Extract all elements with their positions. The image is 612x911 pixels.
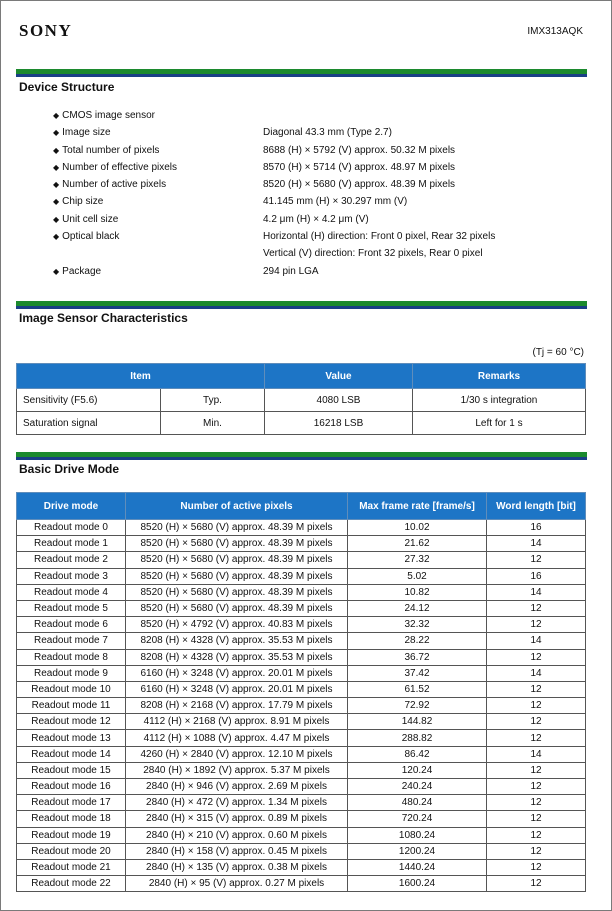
frame-rate-cell: 28.22 — [348, 633, 487, 649]
value-cell: 4080 LSB — [265, 389, 413, 412]
table-row — [17, 843, 586, 859]
frame-rate-cell: 144.82 — [348, 714, 487, 730]
active-pixels-cell: 8208 (H) × 2168 (V) approx. 17.79 M pixels — [126, 698, 348, 714]
item-cell: Saturation signal — [17, 412, 161, 435]
temperature-condition: (Tj = 60 °C) — [532, 347, 584, 358]
value-cell: 16218 LSB — [265, 412, 413, 435]
table-row — [17, 762, 586, 778]
drive-mode-cell: Readout mode 4 — [17, 584, 126, 600]
frame-rate-cell: 86.42 — [348, 746, 487, 762]
table-row — [17, 568, 586, 584]
document-id: IMX313AQK — [527, 26, 583, 37]
active-pixels-cell: 6160 (H) × 3248 (V) approx. 20.01 M pixels — [126, 681, 348, 697]
diamond-bullet-icon: ◆ — [53, 197, 60, 207]
spec-row — [53, 245, 573, 262]
item-cell: Sensitivity (F5.6) — [17, 389, 161, 412]
table-row — [17, 617, 586, 633]
table-row — [17, 633, 586, 649]
active-pixels-cell: 2840 (H) × 210 (V) approx. 0.60 M pixels — [126, 827, 348, 843]
drive-mode-cell: Readout mode 14 — [17, 746, 126, 762]
frame-rate-cell: 24.12 — [348, 600, 487, 616]
diamond-bullet-icon: ◆ — [53, 232, 60, 242]
spec-value: 8520 (H) × 5680 (V) approx. 48.39 M pixels — [263, 179, 456, 191]
drive-mode-cell: Readout mode 18 — [17, 811, 126, 827]
word-length-cell: 14 — [487, 584, 586, 600]
drive-mode-cell: Readout mode 15 — [17, 762, 126, 778]
table-row — [17, 584, 586, 600]
active-pixels-cell: 4112 (H) × 1088 (V) approx. 4.47 M pixels — [126, 730, 348, 746]
spec-row — [53, 263, 573, 280]
spec-label — [53, 107, 155, 124]
active-pixels-cell: 4260 (H) × 2840 (V) approx. 12.10 M pixels — [126, 746, 348, 762]
table-row — [17, 811, 586, 827]
spec-label-text: Optical black — [62, 231, 120, 243]
frame-rate-cell: 36.72 — [348, 649, 487, 665]
active-pixels-cell: 8520 (H) × 5680 (V) approx. 48.39 M pixels — [126, 552, 348, 568]
drive-mode-cell: Readout mode 11 — [17, 698, 126, 714]
spec-row — [53, 193, 573, 210]
word-length-cell: 12 — [487, 649, 586, 665]
word-length-cell: 12 — [487, 730, 586, 746]
table-row — [17, 730, 586, 746]
active-pixels-cell: 2840 (H) × 315 (V) approx. 0.89 M pixels — [126, 811, 348, 827]
drive-mode-cell: Readout mode 1 — [17, 536, 126, 552]
table-row — [17, 520, 586, 536]
drive-mode-cell: Readout mode 17 — [17, 795, 126, 811]
header-value: Value — [265, 364, 413, 389]
qualifier-cell: Typ. — [161, 389, 265, 412]
active-pixels-cell: 8520 (H) × 5680 (V) approx. 48.39 M pixels — [126, 584, 348, 600]
frame-rate-cell: 72.92 — [348, 698, 487, 714]
frame-rate-cell: 32.32 — [348, 617, 487, 633]
word-length-cell: 12 — [487, 876, 586, 892]
frame-rate-cell: 61.52 — [348, 681, 487, 697]
table-row — [17, 681, 586, 697]
table-row — [17, 536, 586, 552]
word-length-cell: 12 — [487, 600, 586, 616]
table-row — [17, 746, 586, 762]
frame-rate-cell: 1080.24 — [348, 827, 487, 843]
drive-mode-table — [16, 492, 586, 892]
table-row — [17, 859, 586, 875]
table-row — [17, 600, 586, 616]
active-pixels-cell: 2840 (H) × 95 (V) approx. 0.27 M pixels — [126, 876, 348, 892]
frame-rate-cell: 1440.24 — [348, 859, 487, 875]
spec-value: Horizontal (H) direction: Front 0 pixel, Rear 32 pixels — [263, 231, 496, 243]
frame-rate-cell: 1200.24 — [348, 843, 487, 859]
word-length-cell: 12 — [487, 617, 586, 633]
frame-rate-cell: 480.24 — [348, 795, 487, 811]
header-remarks: Remarks — [413, 364, 586, 389]
header-drive-mode: Drive mode — [17, 493, 126, 520]
drive-mode-cell: Readout mode 22 — [17, 876, 126, 892]
active-pixels-cell: 4112 (H) × 2168 (V) approx. 8.91 M pixels — [126, 714, 348, 730]
word-length-cell: 12 — [487, 762, 586, 778]
active-pixels-cell: 8520 (H) × 5680 (V) approx. 48.39 M pixels — [126, 568, 348, 584]
frame-rate-cell: 240.24 — [348, 779, 487, 795]
drive-mode-cell: Readout mode 9 — [17, 665, 126, 681]
spec-label — [53, 176, 166, 193]
drive-mode-cell: Readout mode 6 — [17, 617, 126, 633]
diamond-bullet-icon: ◆ — [53, 145, 60, 155]
spec-value: 41.145 mm (H) × 30.297 mm (V) — [263, 196, 408, 208]
header-word-length: Word length [bit] — [487, 493, 586, 520]
active-pixels-cell: 2840 (H) × 158 (V) approx. 0.45 M pixels — [126, 843, 348, 859]
active-pixels-cell: 8208 (H) × 4328 (V) approx. 35.53 M pixels — [126, 649, 348, 665]
frame-rate-cell: 21.62 — [348, 536, 487, 552]
diamond-bullet-icon: ◆ — [53, 266, 60, 276]
spec-row — [53, 107, 573, 124]
active-pixels-cell: 8520 (H) × 5680 (V) approx. 48.39 M pixels — [126, 536, 348, 552]
active-pixels-cell: 2840 (H) × 472 (V) approx. 1.34 M pixels — [126, 795, 348, 811]
spec-label-text: Total number of pixels — [62, 144, 160, 156]
section-divider — [16, 301, 587, 309]
spec-value: Vertical (V) direction: Front 32 pixels, Rear 0 pixel — [263, 248, 483, 260]
active-pixels-cell: 2840 (H) × 135 (V) approx. 0.38 M pixels — [126, 859, 348, 875]
word-length-cell: 12 — [487, 698, 586, 714]
drive-mode-heading: Basic Drive Mode — [19, 462, 120, 476]
drive-mode-cell: Readout mode 8 — [17, 649, 126, 665]
header-item: Item — [17, 364, 265, 389]
word-length-cell: 16 — [487, 520, 586, 536]
word-length-cell: 12 — [487, 779, 586, 795]
word-length-cell: 12 — [487, 795, 586, 811]
word-length-cell: 12 — [487, 843, 586, 859]
table-row — [17, 412, 586, 435]
spec-value: 8688 (H) × 5792 (V) approx. 50.32 M pixels — [263, 144, 456, 156]
section-divider — [16, 69, 587, 77]
frame-rate-cell: 720.24 — [348, 811, 487, 827]
spec-label — [53, 193, 103, 210]
spec-value: 294 pin LGA — [263, 265, 319, 277]
spec-label — [53, 159, 177, 176]
active-pixels-cell: 8520 (H) × 5680 (V) approx. 48.39 M pixels — [126, 520, 348, 536]
word-length-cell: 16 — [487, 568, 586, 584]
frame-rate-cell: 10.82 — [348, 584, 487, 600]
spec-label — [53, 124, 111, 141]
diamond-bullet-icon: ◆ — [53, 128, 60, 138]
drive-mode-cell: Readout mode 5 — [17, 600, 126, 616]
table-row — [17, 795, 586, 811]
table-row — [17, 827, 586, 843]
word-length-cell: 14 — [487, 746, 586, 762]
drive-mode-cell: Readout mode 3 — [17, 568, 126, 584]
device-structure-list — [53, 107, 573, 280]
spec-value: Diagonal 43.3 mm (Type 2.7) — [263, 127, 392, 139]
diamond-bullet-icon: ◆ — [53, 180, 60, 190]
active-pixels-cell: 6160 (H) × 3248 (V) approx. 20.01 M pixels — [126, 665, 348, 681]
table-row — [17, 552, 586, 568]
word-length-cell: 14 — [487, 633, 586, 649]
spec-row — [53, 176, 573, 193]
drive-mode-cell: Readout mode 12 — [17, 714, 126, 730]
diamond-bullet-icon: ◆ — [53, 111, 60, 120]
spec-label-text: Image size — [62, 127, 111, 139]
active-pixels-cell: 8520 (H) × 5680 (V) approx. 48.39 M pixels — [126, 600, 348, 616]
table-row — [17, 389, 586, 412]
spec-label-text: CMOS image sensor — [62, 110, 155, 121]
drive-mode-cell: Readout mode 19 — [17, 827, 126, 843]
table-row — [17, 714, 586, 730]
brand-logo: SONY — [19, 21, 73, 40]
word-length-cell: 12 — [487, 811, 586, 827]
table-row — [17, 698, 586, 714]
word-length-cell: 12 — [487, 859, 586, 875]
active-pixels-cell: 2840 (H) × 946 (V) approx. 2.69 M pixels — [126, 779, 348, 795]
frame-rate-cell: 120.24 — [348, 762, 487, 778]
frame-rate-cell: 27.32 — [348, 552, 487, 568]
characteristics-table — [16, 363, 586, 435]
spec-label — [53, 228, 119, 245]
characteristics-heading: Image Sensor Characteristics — [19, 311, 188, 325]
spec-row — [53, 211, 573, 228]
qualifier-cell: Min. — [161, 412, 265, 435]
frame-rate-cell: 37.42 — [348, 665, 487, 681]
active-pixels-cell: 8208 (H) × 4328 (V) approx. 35.53 M pixels — [126, 633, 348, 649]
diamond-bullet-icon: ◆ — [53, 214, 60, 224]
table-row — [17, 649, 586, 665]
table-row — [17, 779, 586, 795]
spec-label — [53, 211, 118, 228]
remarks-cell: 1/30 s integration — [413, 389, 586, 412]
drive-mode-cell: Readout mode 10 — [17, 681, 126, 697]
spec-label-text: Number of effective pixels — [62, 161, 178, 173]
drive-mode-cell: Readout mode 16 — [17, 779, 126, 795]
spec-value: 4.2 μm (H) × 4.2 μm (V) — [263, 213, 369, 225]
spec-value: 8570 (H) × 5714 (V) approx. 48.97 M pixels — [263, 161, 456, 173]
spec-label-text: Chip size — [62, 196, 104, 208]
drive-mode-cell: Readout mode 0 — [17, 520, 126, 536]
drive-mode-cell: Readout mode 2 — [17, 552, 126, 568]
word-length-cell: 12 — [487, 552, 586, 568]
section-divider — [16, 452, 587, 460]
spec-row — [53, 159, 573, 176]
spec-row — [53, 124, 573, 141]
drive-mode-cell: Readout mode 13 — [17, 730, 126, 746]
diamond-bullet-icon: ◆ — [53, 162, 60, 172]
frame-rate-cell: 10.02 — [348, 520, 487, 536]
remarks-cell: Left for 1 s — [413, 412, 586, 435]
spec-label — [53, 142, 159, 159]
spec-row — [53, 228, 573, 245]
word-length-cell: 12 — [487, 681, 586, 697]
table-row — [17, 665, 586, 681]
word-length-cell: 12 — [487, 827, 586, 843]
frame-rate-cell: 5.02 — [348, 568, 487, 584]
spec-label-text: Package — [62, 265, 102, 277]
spec-label — [53, 263, 101, 280]
device-structure-heading: Device Structure — [19, 80, 115, 94]
frame-rate-cell: 288.82 — [348, 730, 487, 746]
word-length-cell: 14 — [487, 536, 586, 552]
header-active-pixels: Number of active pixels — [126, 493, 348, 520]
drive-mode-cell: Readout mode 7 — [17, 633, 126, 649]
active-pixels-cell: 8520 (H) × 4792 (V) approx. 40.83 M pixels — [126, 617, 348, 633]
spec-label-text: Unit cell size — [62, 213, 119, 225]
table-row — [17, 876, 586, 892]
active-pixels-cell: 2840 (H) × 1892 (V) approx. 5.37 M pixels — [126, 762, 348, 778]
drive-mode-cell: Readout mode 21 — [17, 859, 126, 875]
word-length-cell: 12 — [487, 714, 586, 730]
frame-rate-cell: 1600.24 — [348, 876, 487, 892]
word-length-cell: 14 — [487, 665, 586, 681]
header-frame-rate: Max frame rate [frame/s] — [348, 493, 487, 520]
drive-mode-cell: Readout mode 20 — [17, 843, 126, 859]
spec-row — [53, 142, 573, 159]
spec-label-text: Number of active pixels — [62, 179, 167, 191]
